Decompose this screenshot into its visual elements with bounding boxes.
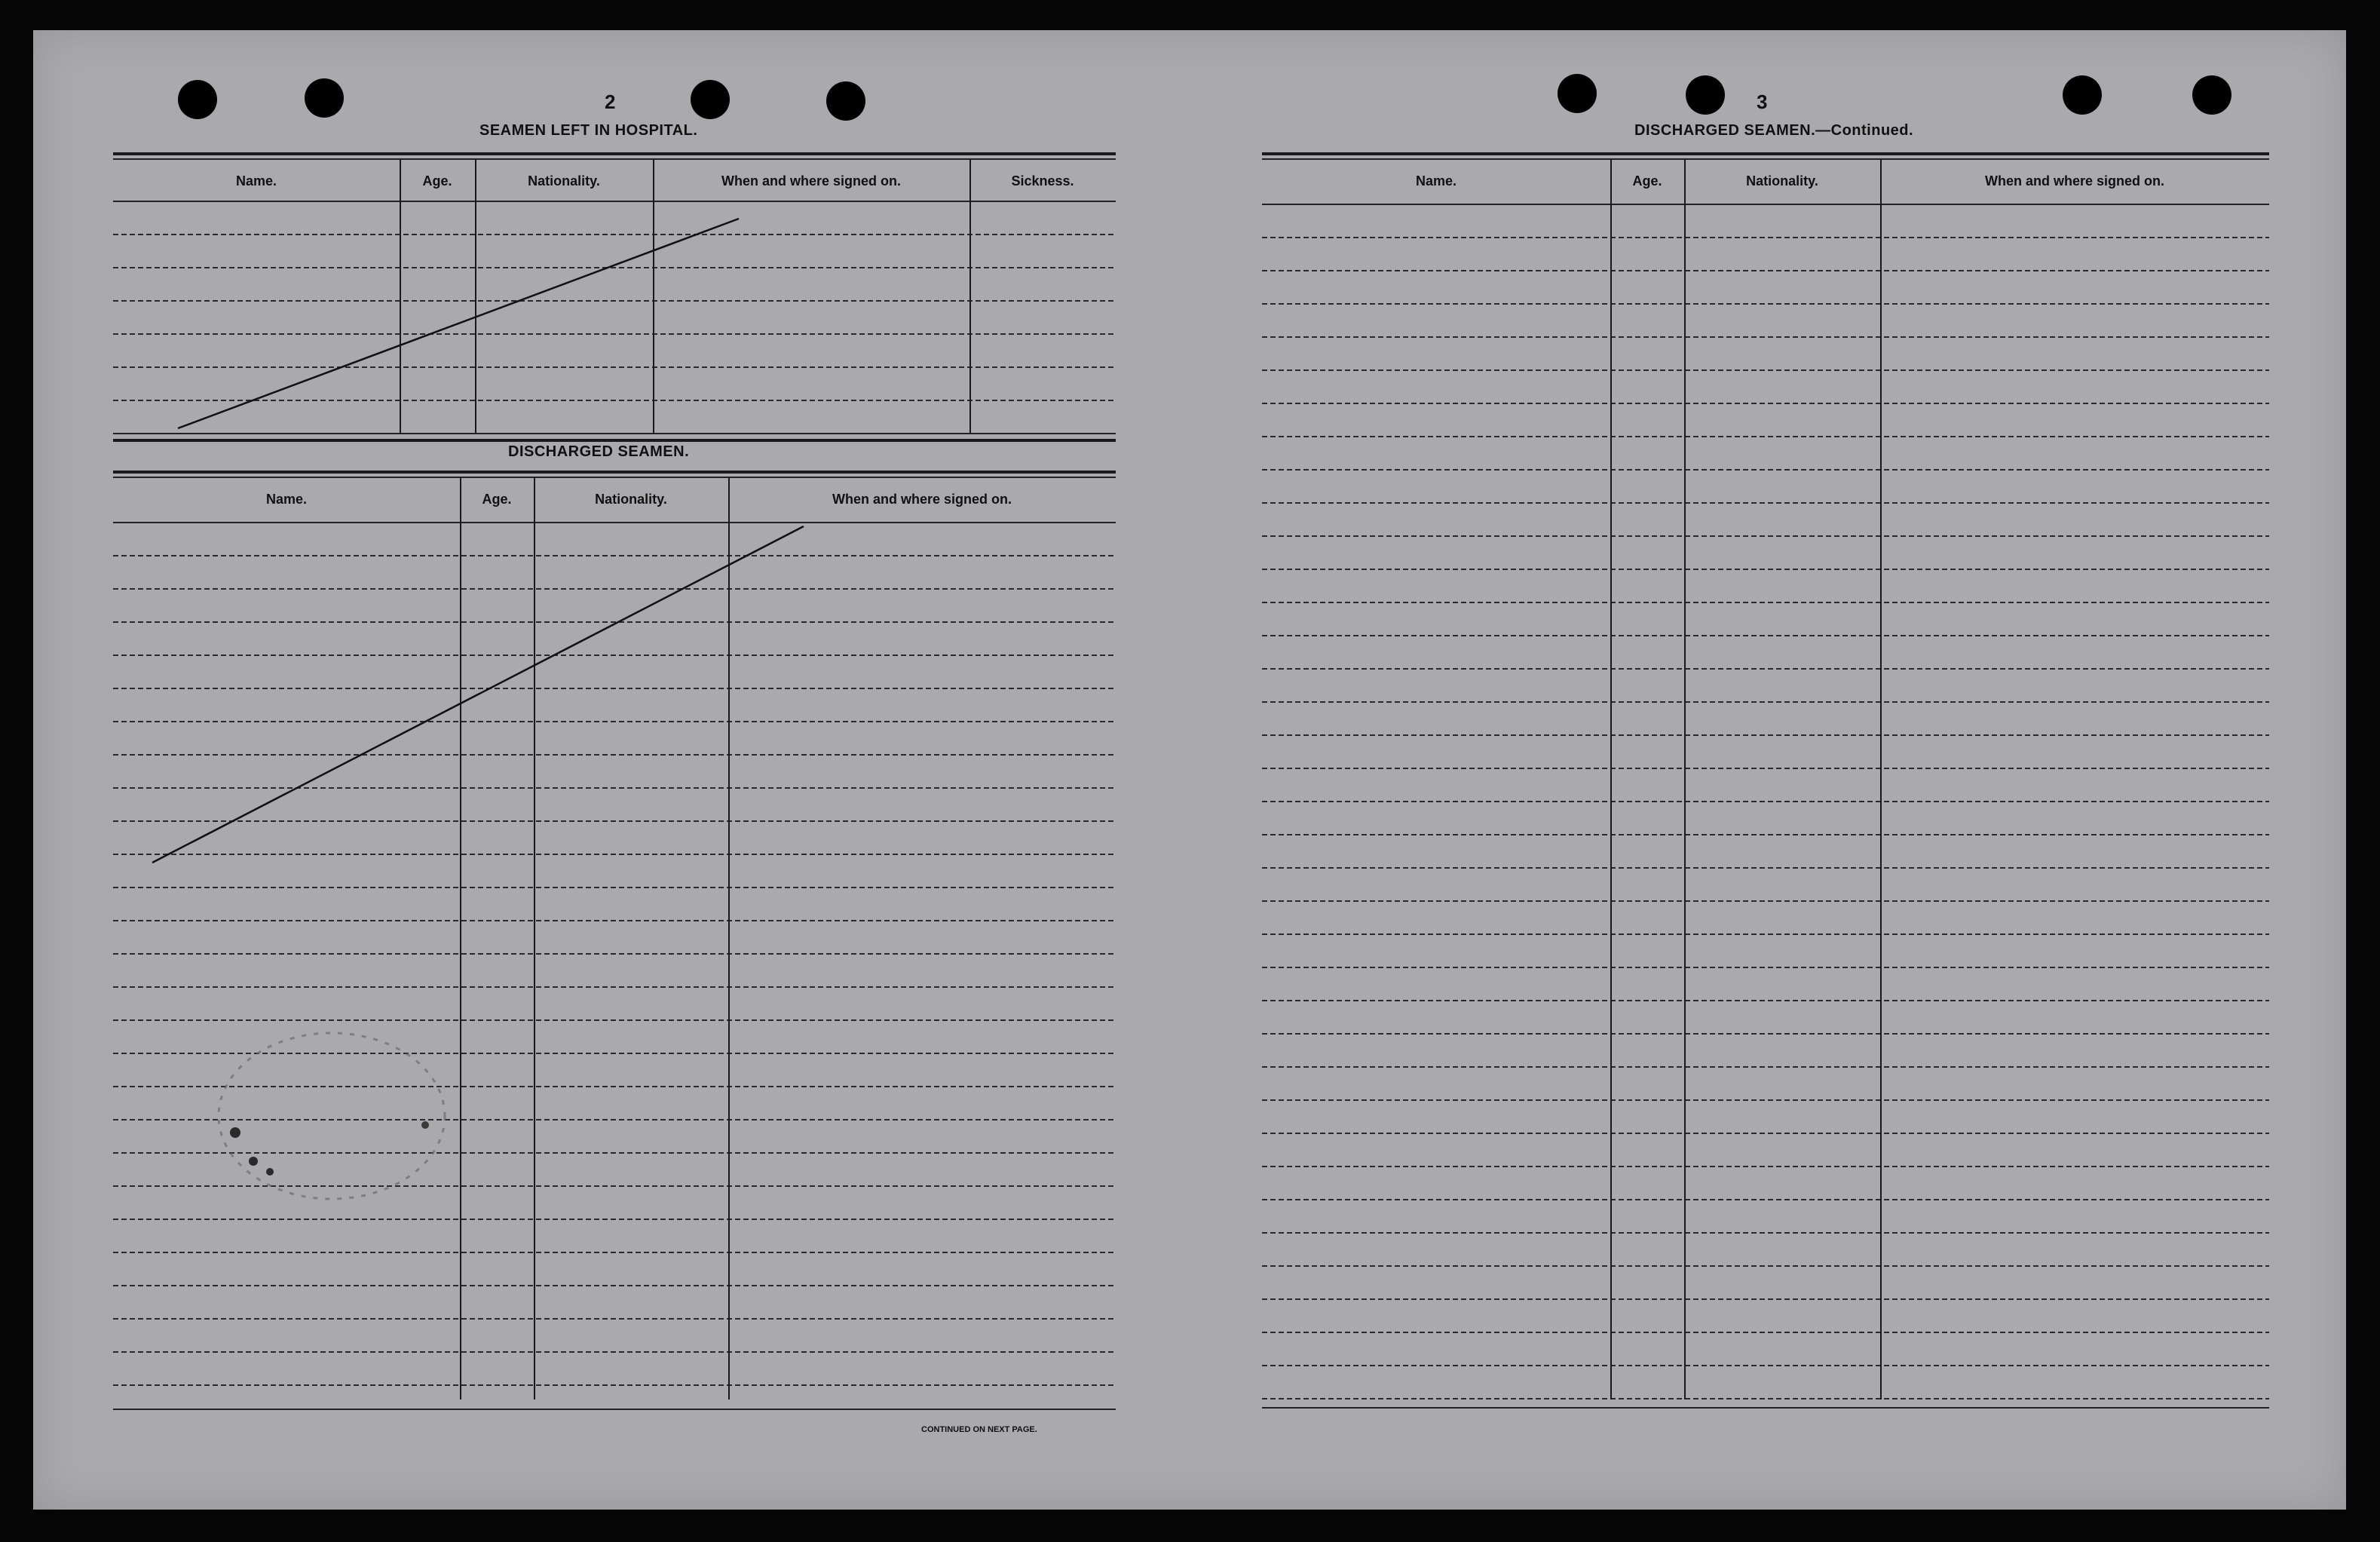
column-divider [1880,160,1882,1399]
column-header-nationality: Nationality. [528,173,600,189]
column-divider [1610,160,1612,1399]
discharged-continued-table [1262,152,2269,1449]
column-header-nationality: Nationality. [1746,173,1818,189]
column-divider [475,160,476,433]
table-bottom-rule [113,439,1116,442]
hospital-section-title: SEAMEN LEFT IN HOSPITAL. [479,122,698,139]
table-bottom-rule [1262,1407,2269,1409]
table-top-rule [113,477,1116,478]
right-page [1209,30,2346,1510]
column-header-signed-on: When and where signed on. [832,491,1012,507]
column-divider [400,160,401,433]
column-divider [534,478,535,1399]
table-bottom-rule [113,433,1116,434]
ruled-rows [113,202,1116,401]
table-bottom-rule [113,1409,1116,1410]
column-header-age: Age. [482,491,512,507]
column-divider [969,160,971,433]
table-top-rule [113,158,1116,160]
ruled-rows [1262,205,2269,1401]
table-header-row [1262,161,2269,201]
column-header-age: Age. [422,173,452,189]
discharged-continued-title: DISCHARGED SEAMEN.—Continued. [1634,122,1914,139]
column-header-name: Name. [265,491,308,507]
left-page [33,30,1187,1510]
column-divider [653,160,654,433]
table-top-rule [113,471,1116,474]
page-number: 3 [1757,90,1768,113]
document-sheet [33,30,2346,1510]
column-divider [728,478,730,1399]
discharged-section-title: DISCHARGED SEAMEN. [508,443,690,460]
column-header-signed-on: When and where signed on. [721,173,902,189]
page-number: 2 [605,90,616,113]
column-header-sickness: Sickness. [1011,173,1074,189]
column-header-name: Name. [235,173,277,189]
hospital-table [113,152,1116,466]
discharged-table [113,471,1116,1466]
column-header-nationality: Nationality. [595,491,667,507]
table-top-rule [1262,158,2269,160]
table-header-row [113,480,1116,519]
continued-note: CONTINUED ON NEXT PAGE. [921,1425,1037,1434]
column-header-signed-on: When and where signed on. [1984,173,2165,189]
column-header-age: Age. [1632,173,1662,189]
column-divider [1684,160,1686,1399]
column-header-name: Name. [1415,173,1457,189]
table-top-rule [1262,152,2269,155]
table-top-rule [113,152,1116,155]
table-header-row [113,161,1116,201]
ruled-rows [113,523,1116,1403]
column-divider [460,478,461,1399]
